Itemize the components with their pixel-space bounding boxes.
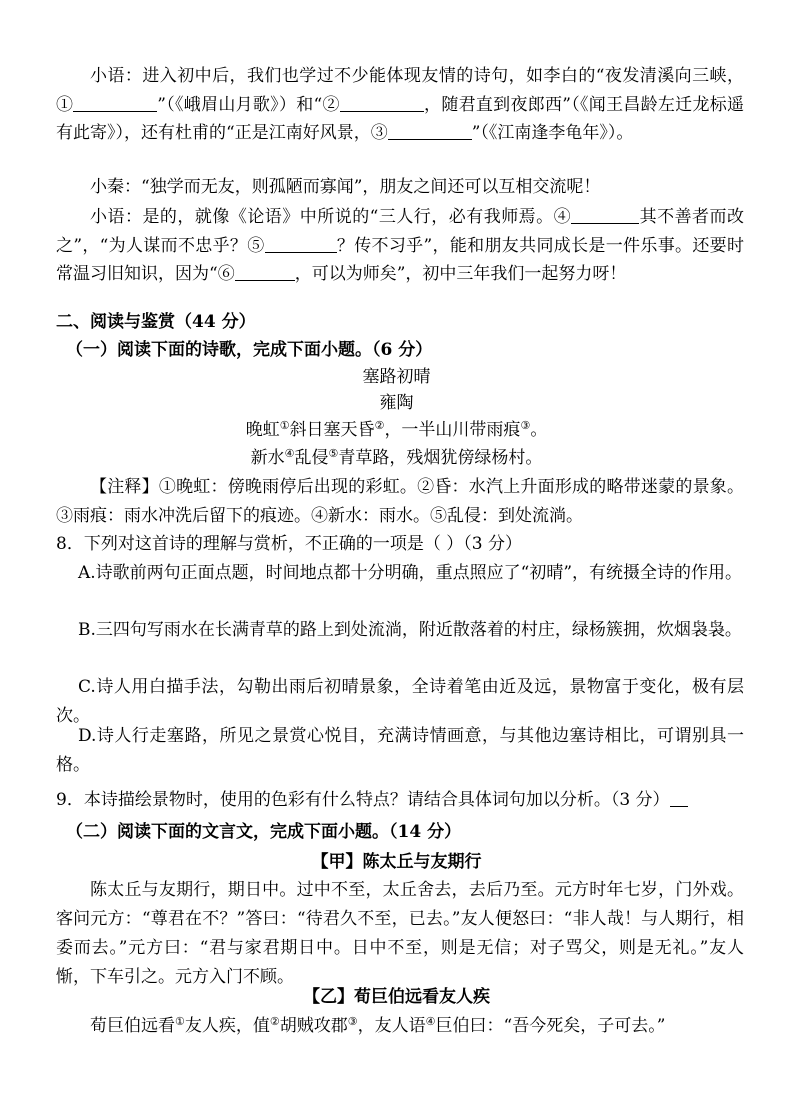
answer-blank-1[interactable]	[73, 93, 157, 112]
note-ref: ②	[374, 418, 385, 432]
text-jia-title: 【甲】陈太丘与友期行	[311, 852, 482, 872]
part2-heading: （二）阅读下面的文言文，完成下面小题。（14 分）	[66, 822, 462, 842]
note-ref: ⑤	[328, 446, 339, 460]
answer-blank-6[interactable]	[235, 262, 295, 281]
dialogue-xiaoyu-2: 小语：是的，就像《论语》中所说的“三人行，必有我师焉。④ 其不善者而改之”，“为人谋而不忠乎？⑤ ？传不习乎”，能和朋友共同成长是一件乐事。还要时常温习旧知识，因为“⑥ ，可以为师矣”，初中三年我们一起努力呀！	[56, 207, 745, 284]
part1-heading: （一）阅读下面的诗歌，完成下面小题。（6 分）	[66, 340, 433, 360]
answer-blank-3[interactable]	[388, 121, 472, 140]
note-ref: ②	[269, 1014, 280, 1028]
blank-marker-2: ②	[322, 94, 340, 115]
blank-marker-4: ④	[553, 207, 572, 227]
answer-line-9[interactable]	[670, 788, 688, 807]
note-ref: ①	[279, 418, 290, 432]
note-ref: ④	[284, 446, 295, 460]
section-heading: 二、阅读与鉴赏（44 分）	[56, 312, 256, 332]
poem-notes: 【注释】①晚虹：傍晚雨停后出现的彩虹。②昏：水汽上升面形成的略带迷蒙的景象。③雨痕：雨水冲洗后留下的痕迹。④新水：雨水。⑤乱侵：到处流淌。	[56, 477, 744, 526]
question-8-stem: 8．下列对这首诗的理解与赏析，不正确的一项是（ ）（3 分）	[56, 534, 522, 554]
question-9: 9．本诗描绘景物时，使用的色彩有什么特点？请结合具体词句加以分析。（3 分）	[56, 786, 744, 815]
note-ref: ③	[347, 1014, 358, 1028]
poem-author: 雍陶	[379, 393, 414, 413]
text-yi-body: 荀巨伯远看①友人疾，值②胡贼攻郡③，友人语④巨伯曰：“吾今死矣，子可去。”	[90, 1014, 666, 1036]
answer-blank-4[interactable]	[571, 205, 639, 224]
note-ref: ③	[520, 418, 531, 432]
option-b[interactable]: B.三四句写雨水在长满青草的路上到处流淌，附近散落着的村庄，绿杨簇拥，炊烟袅袅。	[78, 620, 742, 640]
poem-line-2: 新水④乱侵⑤青草路，残烟犹傍绿杨村。	[250, 446, 543, 468]
note-ref: ④	[425, 1014, 436, 1028]
text-yi-title: 【乙】荀巨伯远看友人疾	[303, 987, 490, 1007]
answer-blank-5[interactable]	[265, 234, 337, 253]
poem-title: 塞路初晴	[362, 367, 431, 387]
option-c[interactable]: C.诗人用白描手法，勾勒出雨后初晴景象，全诗着笔由近及远，景物富于变化，极有层次。	[56, 677, 744, 726]
blank-marker-1: ①	[56, 94, 74, 115]
option-a[interactable]: A.诗歌前两句正面点题，时间地点都十分明确，重点照应了“初晴”，有统摄全诗的作用。	[78, 563, 743, 583]
text-jia-body: 陈太丘与友期行，期日中。过中不至，太丘舍去，去后乃至。元方时年七岁，门外戏。客问元方：“尊君在不？”答曰：“待君久不至，已去。”友人便怒曰：“非人哉！与人期行，相委而去。”元方曰：“君与家君期日中。日中不至，则是无信；对子骂父，则是无礼。”友人惭，下车引之。元方入门不顾。	[56, 880, 744, 987]
blank-marker-6: ⑥	[217, 264, 235, 284]
poem-line-1: 晚虹①斜日塞天昏②，一半山川带雨痕③。	[245, 418, 548, 440]
dialogue-xiaoqin: 小秦：“独学而无友，则孤陋而寡闻”，朋友之间还可以互相交流呢！	[90, 177, 601, 197]
dialogue-xiaoyu-1: 小语：进入初中后，我们也学过不少能体现友情的诗句，如李白的“夜发清溪向三峡，① ”（《峨眉山月歌》）和“② ，随君直到夜郎西”（《闻王昌龄左迁龙标遥有此寄》），还有杜甫的“正是江南好风景，③ ”（《江南逢李龟年》）。	[56, 66, 745, 143]
answer-blank-2[interactable]	[340, 93, 424, 112]
blank-marker-5: ⑤	[247, 235, 265, 256]
blank-marker-3: ③	[370, 123, 388, 143]
option-d[interactable]: D.诗人行走塞路，所见之景赏心悦目，充满诗情画意，与其他边塞诗相比，可谓别具一格。	[56, 726, 744, 775]
note-ref: ①	[175, 1014, 185, 1028]
